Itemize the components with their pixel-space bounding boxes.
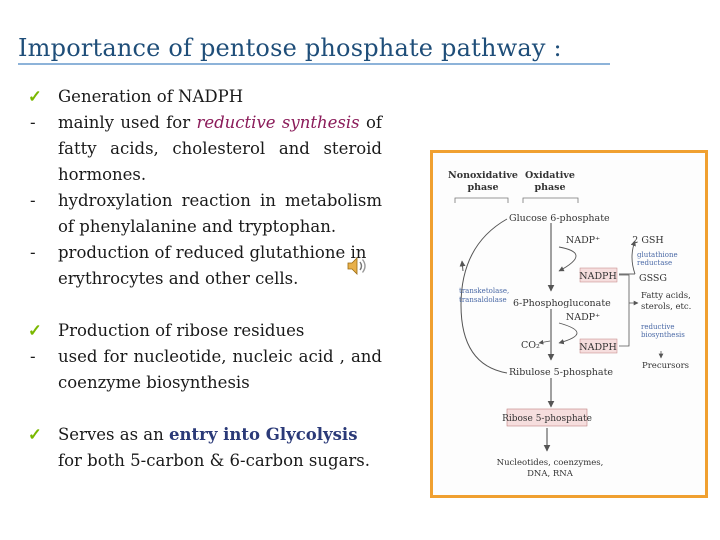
spacer xyxy=(26,396,382,422)
nonox-phase-label: Nonoxidative xyxy=(448,170,518,181)
glutathione-reductase-2: reductase xyxy=(637,259,673,267)
two-gsh: 2 GSH xyxy=(632,235,664,246)
precursors-label: Precursors xyxy=(642,361,690,371)
bullet-text: production of reduced glutathione in erythrocytes and other cells. xyxy=(58,243,367,288)
return-arrow xyxy=(462,261,463,271)
co2-arrow xyxy=(539,341,550,343)
nadp-curve-2 xyxy=(559,323,577,343)
bullet-emphasis: reductive synthesis xyxy=(196,113,360,132)
dash-marker: - xyxy=(30,191,36,210)
nadph-2: NADPH xyxy=(579,342,617,353)
nucleotides-label: Nucleotides, coenzymes, xyxy=(496,458,604,468)
title-underline xyxy=(18,63,610,65)
spacer xyxy=(26,292,382,318)
bullet-ribose xyxy=(26,318,382,344)
bullet-reductive-synthesis xyxy=(26,110,382,188)
check-icon: ✓ xyxy=(28,321,42,340)
nadph-1: NADPH xyxy=(579,271,617,282)
dna-rna-label: DNA, RNA xyxy=(527,469,573,479)
ribose-5-phosphate: Ribose 5-phosphate xyxy=(502,414,592,424)
6-phosphogluconate: 6-Phosphogluconate xyxy=(513,298,611,309)
slide-title-suffix: : xyxy=(545,34,562,62)
sterols-label: sterols, etc. xyxy=(641,302,692,312)
co2-label: CO₂ xyxy=(521,340,540,351)
fatty-acids-label: Fatty acids, xyxy=(641,291,691,301)
bullet-text: mainly used for xyxy=(58,113,197,132)
ribulose-5-phosphate: Ribulose 5-phosphate xyxy=(509,367,614,378)
ox-phase-label-2: phase xyxy=(534,182,566,193)
nadph-to-biosynthesis xyxy=(619,275,629,346)
check-icon: ✓ xyxy=(28,425,42,444)
nadp-plus-2: NADP⁺ xyxy=(565,312,601,323)
bullet-text: Serves as an xyxy=(58,425,170,444)
bullet-list xyxy=(26,84,382,474)
check-icon: ✓ xyxy=(28,87,42,106)
bullet-glycolysis xyxy=(26,422,382,474)
ox-bracket xyxy=(523,198,578,203)
bullet-nucleotide xyxy=(26,344,382,396)
biosynthesis-label: biosynthesis xyxy=(641,331,685,339)
reductive-label: reductive xyxy=(641,323,675,331)
bullet-nadph xyxy=(26,84,382,110)
bullet-hydroxylation xyxy=(26,188,382,240)
glutathione-reductase-1: glutathione xyxy=(637,251,678,259)
nonox-phase-label-2: phase xyxy=(467,182,499,193)
ox-phase-label: Oxidative xyxy=(525,170,575,181)
bullet-text: used for nucleotide, nucleic acid , and coenzyme biosynthesis xyxy=(58,347,382,392)
bullet-emphasis: entry into Glycolysis xyxy=(169,425,358,444)
bullet-text: Generation of NADPH xyxy=(58,87,244,106)
nonox-bracket xyxy=(455,198,508,203)
transketolase-label: transketolase, xyxy=(459,287,510,295)
nadp-curve-1 xyxy=(559,247,576,271)
ppp-diagram-svg xyxy=(433,153,705,495)
ppp-diagram xyxy=(430,150,708,498)
nadp-plus-1: NADP⁺ xyxy=(565,235,601,246)
bullet-glutathione xyxy=(26,240,382,292)
gssg: GSSG xyxy=(638,273,668,284)
glucose-6-phosphate: Glucose 6-phosphate xyxy=(509,213,610,224)
dash-marker: - xyxy=(30,113,36,132)
dash-marker: - xyxy=(30,243,36,262)
bullet-text: for both 5-carbon & 6-carbon sugars. xyxy=(58,451,371,470)
slide-title xyxy=(18,34,562,62)
bullet-text: Production of ribose residues xyxy=(58,321,305,340)
bullet-text: hydroxylation reaction in metabolism of phenylalanine and tryptophan. xyxy=(58,191,382,236)
bullet-text: of fatty acids, cholesterol and steroid hormones. xyxy=(58,113,382,184)
slide-title-text: Importance of pentose phosphate pathway xyxy=(18,34,546,62)
transaldolase-label: transaldolase xyxy=(459,296,507,304)
dash-marker: - xyxy=(30,347,36,366)
speaker-icon[interactable] xyxy=(346,255,370,277)
